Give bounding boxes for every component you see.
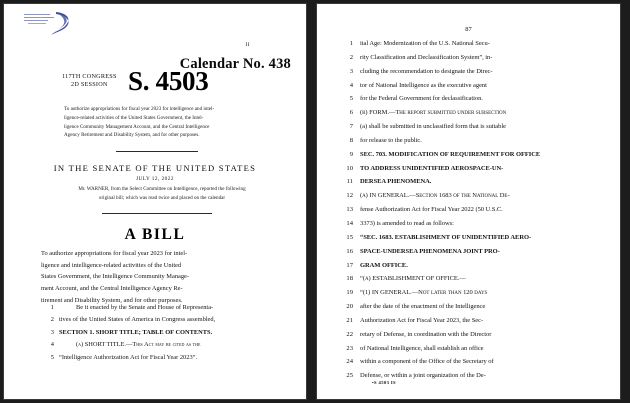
numbered-line <box>339 317 607 331</box>
bill-summary-line: ligence and intelligence-related activities of the United <box>41 261 182 269</box>
bill-number: S. 4503 <box>128 66 209 96</box>
senate-heading: IN THE SENATE OF THE UNITED STATES <box>53 163 257 173</box>
line-text: “(a) ESTABLISHMENT OF OFFICE.— <box>360 275 466 283</box>
line-text: fense Authorization Act for Fiscal Year 2022 (50 U.S.C. <box>360 206 503 214</box>
line-number: 3 <box>50 328 54 336</box>
numbered-line <box>339 178 607 192</box>
congress-session: 2D SESSION <box>70 80 108 88</box>
line-text: for the Federal Government for declassification. <box>360 95 483 103</box>
line-text: Authorization Act for Fiscal Year 2023, the Sec- <box>360 316 484 324</box>
line-text: after the date of the enactment of the Intelligence <box>360 303 486 311</box>
line-number: 2 <box>349 53 353 61</box>
line-number: 15 <box>346 233 353 241</box>
numbered-line <box>339 220 607 234</box>
cover-summary <box>64 105 260 140</box>
numbered-line <box>339 82 607 96</box>
line-number: 5 <box>50 353 54 361</box>
line-number: 19 <box>346 289 353 297</box>
line-number: 25 <box>346 372 353 380</box>
line-text: SECTION 1. SHORT TITLE; TABLE OF CONTENTS. <box>59 328 213 336</box>
numbered-line <box>339 192 607 206</box>
line-text: (a) IN GENERAL.—Section 1683 of the National De- <box>360 192 510 200</box>
line-text: (a) SHORT TITLE.—This Act may be cited as the <box>76 341 201 349</box>
line-number: 18 <box>346 275 353 283</box>
cover-summary-line: ligence Community Management Account, and the Central Intelligence <box>64 123 210 130</box>
line-number: 1 <box>50 304 54 311</box>
line-text: SPACE-UNDERSEA PHENOMENA JOINT PRO- <box>360 247 500 255</box>
line-text: TO ADDRESS UNIDENTIFIED AEROSPACE-UN- <box>360 164 504 172</box>
bill-interior-page <box>316 3 621 400</box>
numbered-line <box>339 40 607 54</box>
line-text: GRAM OFFICE. <box>360 261 408 269</box>
page-number: 87 <box>465 26 472 33</box>
numbered-line <box>339 123 607 137</box>
line-text: tives of the United States of America in Congress assembled, <box>59 316 216 324</box>
line-number: 13 <box>346 206 353 214</box>
line-text: Defense, or within a joint organization of the De- <box>360 372 486 380</box>
referral-note <box>70 185 254 202</box>
bill-body-lines <box>339 40 607 386</box>
line-text: ital Age: Modernization of the U.S. National Secu- <box>360 40 490 47</box>
line-text: SEC. 703. MODIFICATION OF REQUIREMENT FOR OFFICE <box>360 150 541 158</box>
numbered-line <box>339 262 607 276</box>
numbered-line <box>339 165 607 179</box>
line-number: 17 <box>346 261 353 269</box>
numbered-line <box>41 341 273 353</box>
bill-summary-line: States Government, the Intelligence Community Manage- <box>41 273 190 281</box>
numbered-line <box>41 354 273 366</box>
numbered-line <box>339 275 607 289</box>
line-text: cluding the recommendation to designate the Direc- <box>360 67 493 75</box>
line-text: (a) shall be submitted in unclassified form that is suitable <box>360 123 506 131</box>
congress-session-block <box>62 73 117 89</box>
line-text: of National Intelligence, shall establish an office <box>360 344 484 352</box>
bill-summary-line: ment Account, and the Central Intelligence Agency Re- <box>41 284 183 292</box>
congress-seal-logo-icon <box>22 10 86 40</box>
bill-summary-line: To authorize appropriations for fiscal year 2023 for intel- <box>41 250 188 257</box>
referral-line: Mr. WARNER, from the Select Committee on Intelligence, reported the <box>78 186 225 192</box>
line-number: 22 <box>346 330 353 338</box>
line-number: 23 <box>346 344 353 352</box>
numbered-line <box>339 248 607 262</box>
line-text: retary of Defense, in coordination with the Director <box>360 330 492 338</box>
numbered-line <box>339 289 607 303</box>
line-text: Be it enacted by the Senate and House of Representa- <box>76 304 214 311</box>
line-text: 3373) is amended to read as follows: <box>360 219 454 227</box>
numbered-line <box>339 109 607 123</box>
line-number: 21 <box>346 316 353 324</box>
numbered-line <box>339 137 607 151</box>
numbered-line <box>339 358 607 372</box>
numbered-line <box>339 151 607 165</box>
line-text: tor of National Intelligence as the executive agent <box>360 81 487 89</box>
line-number: 14 <box>346 219 353 227</box>
line-number: 3 <box>349 67 353 75</box>
divider-rule-top <box>116 151 198 152</box>
bill-summary-line: tirement and Disability System, and for other purposes. <box>41 296 183 304</box>
line-number: 11 <box>346 178 353 186</box>
line-text: for release to the public. <box>360 136 422 144</box>
folio-mark: II <box>245 42 250 48</box>
numbered-line <box>41 329 273 341</box>
line-number: 1 <box>349 40 353 47</box>
line-number: 10 <box>346 164 353 172</box>
senate-date: JULY 12, 2022 <box>136 176 174 182</box>
line-number: 7 <box>349 123 353 131</box>
line-number: 4 <box>50 341 54 349</box>
divider-rule-bottom <box>102 213 212 214</box>
numbered-line <box>339 206 607 220</box>
line-number: 2 <box>50 316 54 324</box>
numbered-line <box>339 303 607 317</box>
line-number: 6 <box>349 109 353 117</box>
line-number: 5 <box>349 95 353 103</box>
calendar-number: Calendar No. 438 <box>179 56 291 72</box>
line-number: 9 <box>349 150 353 158</box>
line-number: 24 <box>346 358 353 366</box>
numbered-line <box>339 331 607 345</box>
line-text: DERSEA PHENOMENA. <box>360 178 432 186</box>
numbered-line <box>41 304 273 316</box>
numbered-line <box>339 95 607 109</box>
numbered-line <box>339 345 607 359</box>
congress-number: 117TH CONGRESS <box>62 73 117 80</box>
line-text: “SEC. 1683. ESTABLISHMENT OF UNIDENTIFIED AERO- <box>360 233 532 241</box>
document-footer: •S 4503 IS <box>372 380 396 385</box>
cover-summary-line: ligence-related activities of the United States Government, the Intel- <box>64 114 204 121</box>
line-number: 16 <box>346 247 353 255</box>
numbered-line <box>339 68 607 82</box>
cover-summary-line: To authorize appropriations for fiscal year 2023 for intelligence and intel- <box>64 106 215 112</box>
numbered-line <box>339 54 607 68</box>
bill-heading: A BILL <box>124 226 186 243</box>
line-text: (b) FORM.—The report submitted under subsection <box>360 109 507 117</box>
line-text: within a component of the Office of the Secretary of <box>360 358 494 366</box>
line-number: 4 <box>349 81 353 89</box>
line-number: 8 <box>349 136 353 144</box>
line-number: 20 <box>346 303 353 311</box>
line-number: 12 <box>346 192 353 200</box>
numbered-line <box>41 316 273 328</box>
referral-line: following original bill; which was read twice and placed on the calendar <box>98 186 246 201</box>
bill-cover-page <box>3 3 307 400</box>
numbered-line <box>339 234 607 248</box>
line-text: rity Classification and Declassification System”, in- <box>360 53 493 61</box>
cover-summary-line: Agency Retirement and Disability System, and for other purposes. <box>64 132 200 139</box>
bill-body-lines <box>41 304 273 366</box>
line-text: “(1) IN GENERAL.—Not later than 120 days <box>360 289 488 297</box>
line-text: “Intelligence Authorization Act for Fiscal Year 2023”. <box>59 353 198 361</box>
bill-summary <box>41 248 269 306</box>
